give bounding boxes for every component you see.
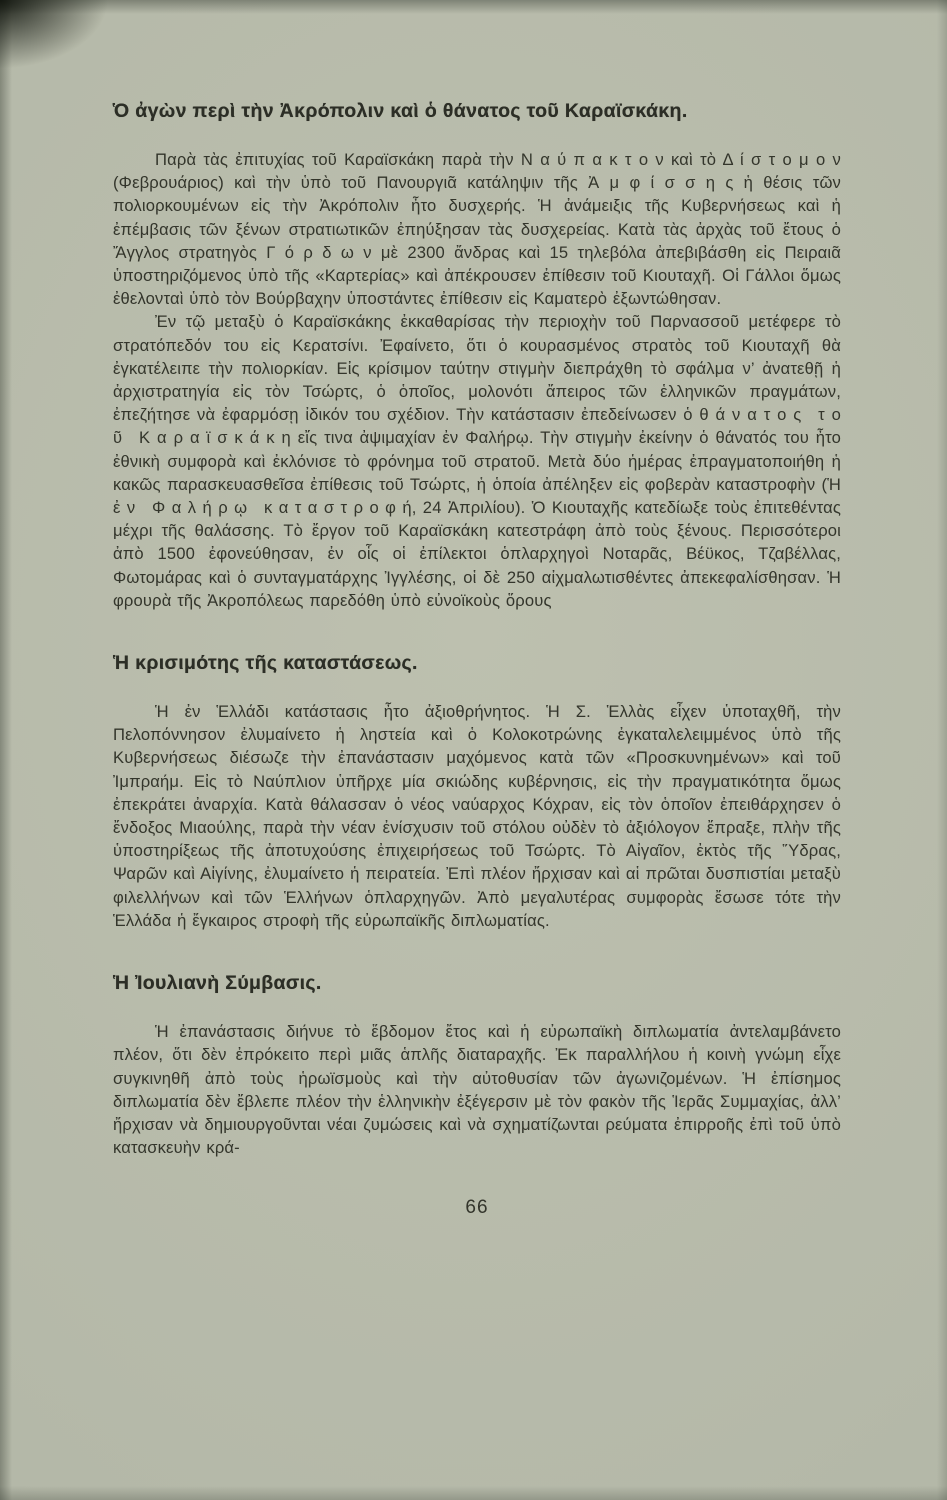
- section-crisis: [113, 652, 841, 932]
- paragraph: Ἡ ἐν Ἑλλάδι κατάστασις ἦτο ἀξιοθρήνητος. Ἡ Σ. Ἑλλὰς εἶχεν ὑποταχθῆ, τὴν Πελοπόννησον ἐλυμαίνετο ἡ ληστεία καὶ ὁ Κολοκοτρώνης ἐγκαταλελειμμένος ὑπὸ τῆς Κυβερνήσεως διέσωζε τὴν ἐπανάστασιν μαχόμενος κατὰ τῶν «Προσκυνημένων» καὶ τοῦ Ἰμπραήμ. Εἰς τὸ Ναύπλιον ὑπῆρχε μία σκιώδης κυβέρνησις, εἰς τὴν πραγματικότητα ὅμως ἐπεκράτει ἀναρχία. Κατὰ θάλασσαν ὁ νέος ναύαρχος Κόχραν, εἰς τὸν ὁποῖον ἐπειθάρχησεν ὁ ἔνδοξος Μιαούλης, παρὰ τὴν νέαν ἐνίσχυσιν τοῦ στόλου οὐδὲν τὸ ἀξιόλογον ἔπραξε, πλὴν τῆς ὑποστηρίξεως τῆς ἀποτυχούσης ἐπιχειρήσεως τοῦ Τσώρτς. Τὸ Αἰγαῖον, ἐκτὸς τῆς Ὕδρας, Ψαρῶν καὶ Αἰγίνης, ἐλυμαίνετο ἡ πειρατεία. Ἐπὶ πλέον ἤρχισαν καὶ αἱ πρῶται δυσπιστίαι μεταξὺ φιλελλήνων καὶ τῶν Ἑλλήνων ὁπλαρχηγῶν. Ἀπὸ μεγαλυτέρας συμφορὰς ἔσωσε τότε τὴν Ἑλλάδα ἡ ἔγκαιρος στροφὴ τῆς εὐρωπαϊκῆς διπλωματίας.: [113, 702, 841, 930]
- text-column: [113, 100, 841, 1219]
- paragraph: Ἡ ἐπανάστασις διήνυε τὸ ἕβδομον ἔτος καὶ ἡ εὐρωπαϊκὴ διπλωματία ἀντελαμβάνετο πλέον, ὅτι δὲν ἐπρόκειτο περὶ μιᾶς ἁπλῆς διαταραχῆς. Ἐκ παραλλήλου ἡ κοινὴ γνώμη εἶχε συγκινηθῆ ἀπὸ τοὺς ἡρωϊσμοὺς καὶ τὴν αὐτοθυσίαν τῶν ἀγωνιζομένων. Ἡ ἐπίσημος διπλωματία δὲν ἔβλεπε πλέον τὴν ἑλληνικὴν ἐξέγερσιν μὲ τὸν φακὸν τῆς Ἱερᾶς Συμμαχίας, ἀλλ’ ἤρχισαν νὰ δημιουργοῦνται νέαι ζυμώσεις καὶ νὰ σχηματίζωνται ρεύματα ἐπιρροῆς ἐπὶ τοῦ ὑπὸ κατασκευὴν κρά-: [113, 1022, 841, 1158]
- paragraph: Ἐν τῷ μεταξὺ ὁ Καραϊσκάκης ἐκκαθαρίσας τὴν περιοχὴν τοῦ Παρνασσοῦ μετέφερε τὸ στρατόπεδόν του εἰς Κερατσίνι. Ἐφαίνετο, ὅτι ὁ κουρασμένος στρατὸς τοῦ Κιουταχῆ θὰ ἐγκατέλειπε τὴν πολιορκίαν. Εἰς κρίσιμον ταύτην στιγμὴν διεπράχθη τὸ σφάλμα ν’ ἀνατεθῇ ἡ ἀρχιστρατηγία εἰς τὸν Τσώρτς, ὁ ὁποῖος, μολονότι ἄπειρος τῶν ἑλληνικῶν πραγμάτων, ἐπεζήτησε νὰ ἐφαρμόσῃ ἰδικόν του σχέδιον. Τὴν κατάστασιν ἐπεδείνωσεν ὁ θ ά ν α τ ο ς τ ο ῦ Κ α ρ α ϊ σ κ ά κ η εἴς τινα ἀψιμαχίαν ἐν Φαλήρῳ. Τὴν στιγμὴν ἐκείνην ὁ θάνατός του ἦτο ἐθνικὴ συμφορὰ καὶ ἐκλόνισε τὸ φρόνημα τοῦ στρατοῦ. Μετὰ δύο ἡμέρας ἐπραγματοποιήθη ἡ κακῶς παρασκευασθεῖσα ἐπίθεσις τοῦ Τσώρτς, ἡ ὁποία ἀπέληξεν εἰς φοβερὰν καταστροφὴν (Ἡ ἐ ν Φ α λ ή ρ ῳ κ α τ α σ τ ρ ο φ ή, 24 Ἀπριλίου). Ὁ Κιουταχῆς κατεδίωξε τοὺς ἐπιτεθέντας μέχρι τῆς θαλάσσης. Τὸ ἔργον τοῦ Καραϊσκάκη κατεστράφη ἀπὸ τοὺς ξένους. Περισσότεροι ἀπὸ 1500 ἐφονεύθησαν, ἐν οἷς οἱ ἐπίλεκτοι ὁπλαρχηγοὶ Νοταρᾶς, Βέϋκος, Τζαβέλλας, Φωτομάρας καὶ ὁ συνταγματάρχης Ἰγγλέσης, οἱ δὲ 250 αἰχμαλωτισθέντες ἀπεκεφαλίσθησαν. Ἡ φρουρὰ τῆς Ἀκροπόλεως παρεδόθη ὑπὸ εὐνοϊκοὺς ὅρους: [113, 312, 841, 610]
- section-heading: Ἡ Ἰουλιανὴ Σύμβασις.: [113, 972, 322, 995]
- paragraph: Παρὰ τὰς ἐπιτυχίας τοῦ Καραϊσκάκη παρὰ τὴν Ν α ύ π α κ τ ο ν καὶ τὸ Δ ί σ τ ο μ ο ν (Φεβρουάριος) καὶ τὴν ὑπὸ τοῦ Πανουργιᾶ κατάληψιν τῆς Ἀ μ φ ί σ σ η ς ἡ θέσις τῶν πολιορκουμένων εἰς τὴν Ἀκρόπολιν ἦτο δυσχερής. Ἡ ἀνάμειξις τῆς Κυβερνήσεως καὶ ἡ ἐπέμβασις τῶν ξένων στρατιωτικῶν ἐπηύξησαν τὰς δυσχερείας. Κατὰ τὰς ἀρχὰς τοῦ ἔτους ὁ Ἄγγλος στρατηγὸς Γ ό ρ δ ω ν μὲ 2300 ἄνδρας καὶ 15 τηλεβόλα ἀπεβιβάσθη εἰς Πειραιᾶ ὑποστηριζόμενος ὑπὸ τῆς «Καρτερίας» καὶ ἀπέκρουσεν ἐπίθεσιν τοῦ Κιουταχῆ. Οἱ Γάλλοι ὅμως ἐθελονταὶ ὑπὸ τὸν Βούρβαχην ὑποστάντες ἐπίθεσιν εἰς Καματερὸ ἐξωντώθησαν.: [113, 150, 841, 309]
- section-july-convention: [113, 972, 841, 1159]
- section-heading: Ὁ ἀγὼν περὶ τὴν Ἀκρόπολιν καὶ ὁ θάνατος τοῦ Καραϊσκάκη.: [113, 100, 688, 122]
- section-acropolis-karaiskakis: [113, 100, 841, 612]
- section-heading: Ἡ κρισιμότης τῆς καταστάσεως.: [113, 652, 418, 675]
- page-number: 66: [465, 1197, 489, 1219]
